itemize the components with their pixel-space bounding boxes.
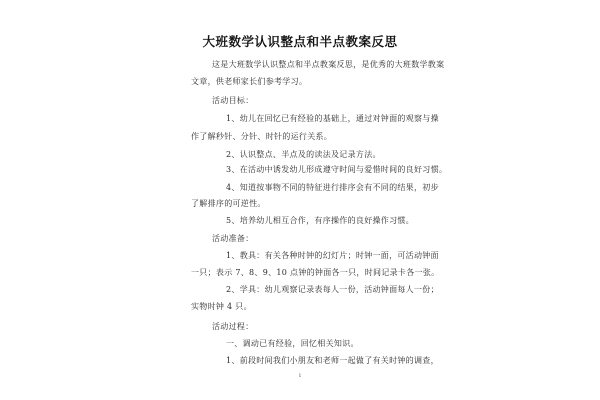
body-line: 这是大班数学认识整点和半点教案反思，是优秀的大班数学教案	[212, 60, 445, 69]
body-line: 一只；表示 7、8、9、10 点钟的钟面各一只，时间记录卡各一张。	[191, 268, 440, 277]
section-heading-goals: 活动目标：	[212, 96, 254, 105]
body-line: 4、知道按事物不同的特征进行排序会有不同的结果，初步	[226, 183, 439, 192]
section-heading-preparation: 活动准备：	[212, 234, 254, 243]
section-heading-process: 活动过程：	[212, 322, 254, 331]
body-line: 3、在活动中诱发幼儿形成遵守时间与爱惜时间的良好习惯。	[226, 165, 448, 174]
body-line: 1、前段时间我们小朋友和老师一起做了有关时钟的调查，	[226, 356, 439, 365]
body-line: 1、教具：有关各种时钟的幻灯片；时钟一面，可活动钟面	[226, 251, 439, 260]
body-line: 了解排序的可逆性。	[191, 199, 266, 208]
body-line: 2、认识整点、半点及的读法及记录方法。	[226, 150, 381, 159]
body-line: 一、调动已有经验，回忆相关知识。	[226, 339, 359, 348]
body-line: 实物时钟 4 只。	[191, 302, 252, 311]
body-line: 文章，供老师家长们参考学习。	[191, 77, 308, 86]
body-line: 5、培养幼儿相互合作，有序操作的良好操作习惯。	[226, 216, 414, 225]
body-line: 作了解秒针、分针、时针的运行关系。	[191, 132, 333, 141]
page-number: 1	[298, 373, 302, 379]
body-line: 2、学具：幼儿观察记录表每人一份，活动钟面每人一份；	[226, 285, 439, 294]
document-title: 大班数学认识整点和半点教案反思	[202, 34, 398, 49]
body-line: 1、幼儿在回忆已有经验的基础上，通过对钟面的观察与操	[226, 114, 439, 123]
